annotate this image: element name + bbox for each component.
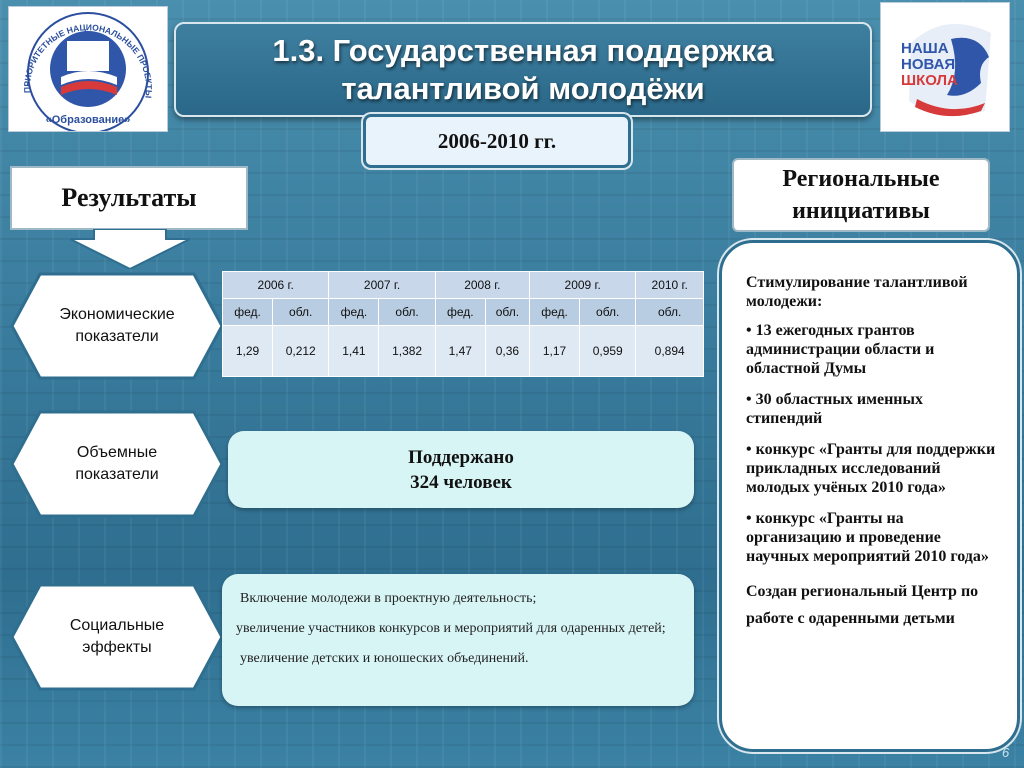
period-badge: 2006-2010 гг.	[363, 114, 631, 168]
down-arrow-icon	[70, 229, 190, 269]
value-cell: 0,36	[485, 326, 529, 377]
logo-bottom-text: «Образование»	[45, 114, 131, 126]
table-year-row	[223, 272, 704, 299]
our-new-school-logo	[880, 2, 1010, 132]
regional-initiatives-header: Региональные инициативы	[732, 158, 990, 232]
logo-arc-text: ПРИОРИТЕТНЫЕ НАЦИОНАЛЬНЫЕ ПРОЕКТЫ	[21, 22, 155, 99]
volume-indicators-label: Объемные показатели	[75, 444, 159, 483]
social-effects-label: Социальные эффекты	[69, 617, 165, 656]
year-cell: 2008 г.	[435, 272, 529, 299]
priority-projects-logo	[8, 6, 168, 132]
regional-item: • 30 областных именных стипендий	[746, 391, 923, 427]
value-cell: 1,29	[223, 326, 273, 377]
volume-line1: Поддержано	[408, 446, 514, 468]
regional-footer: Создан региональный Центр по работе с одаренными детьми	[746, 583, 979, 627]
type-cell: фед.	[223, 299, 273, 326]
value-cell: 1,382	[379, 326, 435, 377]
type-cell: фед.	[329, 299, 379, 326]
title-banner	[174, 22, 872, 117]
table-type-row	[223, 299, 704, 326]
value-cell: 0,959	[580, 326, 636, 377]
type-cell: обл.	[379, 299, 435, 326]
social-item: увеличение детских и юношеских объединений.	[240, 651, 529, 666]
type-cell: обл.	[636, 299, 704, 326]
economic-indicators-label: Экономические показатели	[59, 306, 175, 345]
page-number: 6	[1002, 745, 1010, 760]
type-cell: обл.	[485, 299, 529, 326]
regional-item: • конкурс «Гранты для поддержки прикладных исследований молодых учёных 2010 года»	[746, 441, 996, 496]
value-cell: 1,47	[435, 326, 485, 377]
social-item: увеличение участников конкурсов и мероприятий для одаренных детей;	[236, 621, 666, 636]
logo-line2: НОВАЯ	[901, 56, 956, 73]
year-cell: 2007 г.	[329, 272, 435, 299]
type-cell: обл.	[580, 299, 636, 326]
results-header: Результаты	[10, 166, 248, 230]
type-cell: обл.	[273, 299, 329, 326]
value-cell: 0,894	[636, 326, 704, 377]
year-cell: 2009 г.	[529, 272, 635, 299]
logo-line3: ШКОЛА	[901, 72, 958, 89]
volume-line2: 324 человек	[410, 471, 512, 493]
type-cell: фед.	[529, 299, 579, 326]
page-title: 1.3. Государственная поддержка талантливой молодёжи	[272, 32, 774, 106]
year-cell: 2006 г.	[223, 272, 329, 299]
regional-item: • конкурс «Гранты на организацию и проведение научных мероприятий 2010 года»	[746, 510, 989, 565]
value-cell: 0,212	[273, 326, 329, 377]
economic-table	[222, 271, 704, 377]
regional-intro: Стимулирование талантливой молодежи:	[746, 274, 968, 310]
social-item: Включение молодежи в проектную деятельность;	[240, 591, 537, 606]
year-cell: 2010 г.	[636, 272, 704, 299]
table-value-row	[223, 326, 704, 377]
regional-item: • 13 ежегодных грантов администрации области и областной Думы	[746, 322, 935, 377]
social-effects-hexagon	[10, 583, 224, 691]
volume-indicators-hexagon	[10, 410, 224, 518]
type-cell: фед.	[435, 299, 485, 326]
value-cell: 1,41	[329, 326, 379, 377]
social-effects-panel	[222, 574, 694, 706]
value-cell: 1,17	[529, 326, 579, 377]
logo-line1: НАША	[901, 40, 949, 57]
regional-initiatives-panel	[719, 240, 1020, 752]
volume-panel	[228, 431, 694, 508]
economic-indicators-hexagon	[10, 272, 224, 380]
